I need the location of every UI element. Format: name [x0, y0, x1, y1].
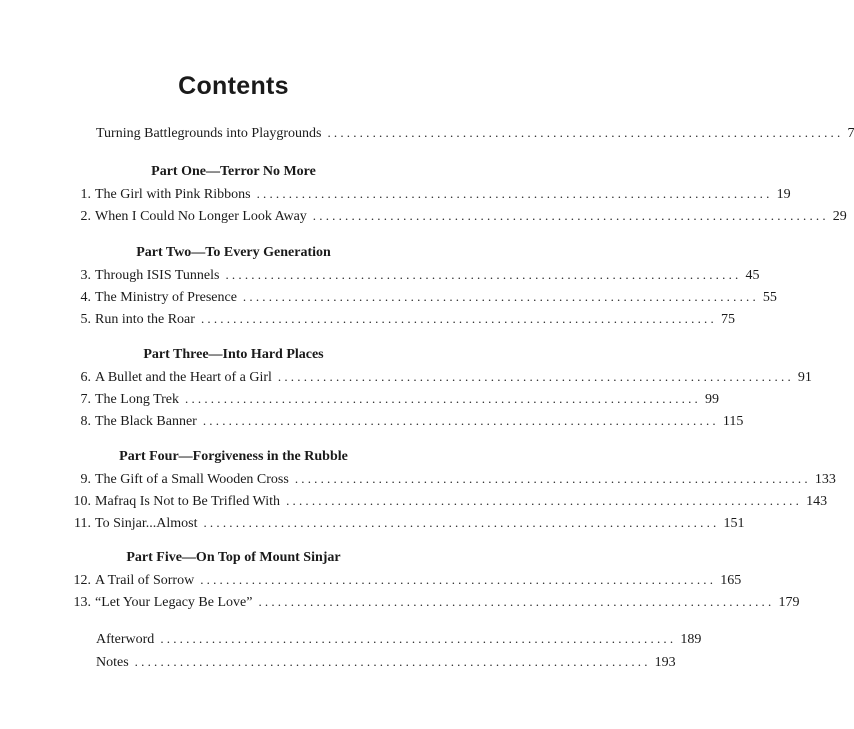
chapter-number: 3.	[80, 268, 91, 283]
entry-title: A Trail of Sorrow	[95, 573, 195, 588]
entry-title: The Ministry of Presence	[95, 290, 237, 305]
page-number: 151	[723, 516, 745, 531]
toc-entry-chapter[interactable]	[72, 491, 828, 511]
part-heading: Part One—Terror No More	[151, 164, 316, 179]
page-number: 99	[705, 392, 719, 407]
chapter-number: 11.	[74, 516, 91, 531]
page-number: 55	[762, 290, 777, 305]
part-heading: Part Four—Forgiveness in the Rubble	[119, 449, 348, 464]
chapter-number: 13.	[73, 595, 91, 610]
entry-title: Mafraq Is Not to Be Trifled With	[95, 494, 281, 509]
dot-leader: ................................................................................	[200, 311, 717, 326]
toc-entry-chapter[interactable]	[80, 469, 836, 489]
page-number: 115	[722, 414, 744, 429]
page-number: 143	[806, 494, 828, 509]
dot-leader: ................................................................................	[286, 493, 803, 508]
chapter-number: 5.	[80, 312, 91, 327]
entry-title: Turning Battlegrounds into Playgrounds	[96, 126, 322, 141]
part-heading: Part Five—On Top of Mount Sinjar	[126, 550, 341, 565]
chapter-number: 7.	[80, 392, 91, 407]
chapter-number: 2.	[80, 209, 91, 224]
chapter-number: 6.	[80, 370, 91, 385]
entry-title: “Let Your Legacy Be Love”	[95, 595, 253, 610]
dot-leader: ................................................................................	[327, 125, 844, 140]
page-number: 179	[778, 595, 800, 610]
chapter-number: 8.	[80, 414, 91, 429]
page-title: Contents	[178, 72, 289, 100]
dot-leader: ................................................................................	[200, 572, 717, 587]
dot-leader: ................................................................................	[242, 289, 759, 304]
entry-title: To Sinjar...Almost	[95, 516, 198, 531]
entry-title: The Black Banner	[95, 414, 197, 429]
toc-entry-chapter[interactable]	[80, 206, 847, 226]
part-heading: Part Two—To Every Generation	[136, 245, 331, 260]
dot-leader: ................................................................................	[185, 391, 701, 406]
toc-entry-chapter[interactable]	[80, 411, 744, 431]
dot-leader: ................................................................................	[258, 594, 775, 609]
entry-title: Afterword	[96, 632, 155, 647]
toc-entry-chapter[interactable]	[80, 309, 735, 329]
entry-title: Through ISIS Tunnels	[95, 268, 220, 283]
page-number: 165	[720, 573, 742, 588]
page-number: 193	[654, 655, 676, 670]
toc-entry-intro[interactable]	[96, 123, 854, 143]
entry-title: The Girl with Pink Ribbons	[95, 187, 251, 202]
toc-entry-chapter[interactable]	[80, 184, 791, 204]
toc-entry-chapter[interactable]	[72, 592, 800, 612]
dot-leader: ................................................................................	[160, 631, 677, 646]
dot-leader: ................................................................................	[203, 515, 720, 530]
page-number: 7	[847, 126, 854, 141]
dot-leader: ................................................................................	[134, 654, 651, 669]
page-number: 133	[814, 472, 836, 487]
chapter-number: 10.	[73, 494, 91, 509]
toc-entry-chapter[interactable]	[80, 367, 812, 387]
page-number: 29	[832, 209, 847, 224]
dot-leader: ................................................................................	[277, 369, 794, 384]
entry-title: The Long Trek	[95, 392, 179, 407]
entry-title: Run into the Roar	[95, 312, 195, 327]
entry-title: When I Could No Longer Look Away	[95, 209, 307, 224]
dot-leader: ................................................................................	[312, 208, 829, 223]
chapter-number: 12.	[73, 573, 91, 588]
dot-leader: ................................................................................	[202, 413, 719, 428]
dot-leader: ................................................................................	[294, 471, 811, 486]
page-number: 45	[745, 268, 760, 283]
entry-title: The Gift of a Small Wooden Cross	[95, 472, 289, 487]
toc-entry-chapter[interactable]	[80, 265, 760, 285]
dot-leader: ................................................................................	[225, 267, 742, 282]
chapter-number: 1.	[80, 187, 91, 202]
page-number: 189	[680, 632, 702, 647]
part-heading: Part Three—Into Hard Places	[143, 347, 324, 362]
entry-title: A Bullet and the Heart of a Girl	[95, 370, 272, 385]
toc-entry-chapter[interactable]	[80, 389, 719, 409]
chapter-number: 9.	[80, 472, 91, 487]
page-number: 91	[797, 370, 812, 385]
entry-title: Notes	[96, 655, 129, 670]
page-number: 19	[776, 187, 791, 202]
toc-entry-afterword[interactable]	[96, 629, 702, 649]
dot-leader: ................................................................................	[256, 186, 773, 201]
toc-entry-chapter[interactable]	[72, 513, 745, 533]
toc-entry-chapter[interactable]	[80, 287, 777, 307]
toc-entry-notes[interactable]	[96, 652, 676, 672]
page-number: 75	[720, 312, 735, 327]
toc-entry-chapter[interactable]	[72, 570, 742, 590]
chapter-number: 4.	[80, 290, 91, 305]
